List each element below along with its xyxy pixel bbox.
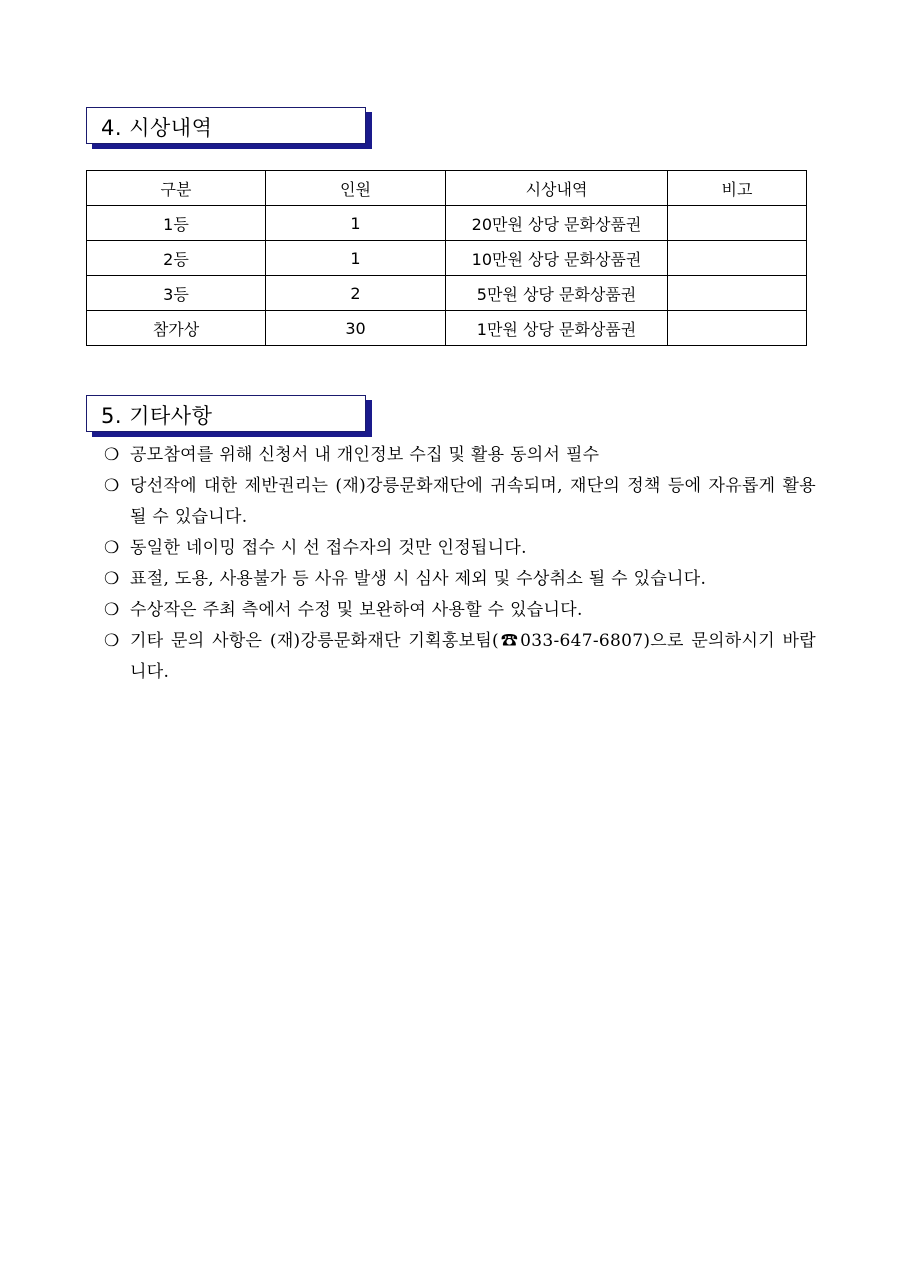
circle-bullet-icon: ❍ [104, 538, 120, 558]
table-row [87, 311, 807, 346]
note-text: 표절, 도용, 사용불가 등 사유 발생 시 심사 제외 및 수상취소 될 수 있습니다. [130, 569, 707, 589]
section-5-title: 5. 기타사항 [101, 404, 213, 428]
table-header-row [87, 171, 807, 206]
circle-bullet-icon: ❍ [104, 476, 120, 496]
cell-count: 1 [266, 241, 446, 276]
table-row [87, 241, 807, 276]
list-item [104, 595, 816, 626]
note-text: 공모참여를 위해 신청서 내 개인정보 수집 및 활용 동의서 필수 [130, 445, 600, 465]
note-text: 기타 문의 사항은 (재)강릉문화재단 기획홍보팀(☎033-647-6807)으로 문의하시기 바랍니다. [130, 631, 816, 682]
cell-category: 3등 [87, 276, 266, 311]
cell-note [668, 206, 807, 241]
award-table [86, 170, 807, 346]
cell-count: 2 [266, 276, 446, 311]
circle-bullet-icon: ❍ [104, 631, 120, 651]
header-count: 인원 [266, 171, 446, 206]
circle-bullet-icon: ❍ [104, 445, 120, 465]
circle-bullet-icon: ❍ [104, 569, 120, 589]
notes-list [104, 440, 816, 688]
cell-note [668, 241, 807, 276]
cell-count: 1 [266, 206, 446, 241]
list-item [104, 471, 816, 533]
cell-prize: 20만원 상당 문화상품권 [446, 206, 668, 241]
cell-prize: 5만원 상당 문화상품권 [446, 276, 668, 311]
list-item [104, 626, 816, 688]
note-text: 동일한 네이밍 접수 시 선 접수자의 것만 인정됩니다. [130, 538, 527, 558]
cell-note [668, 276, 807, 311]
table-row [87, 276, 807, 311]
section-4-title: 4. 시상내역 [101, 116, 213, 140]
cell-count: 30 [266, 311, 446, 346]
cell-category: 2등 [87, 241, 266, 276]
header-category: 구분 [87, 171, 266, 206]
table-row [87, 206, 807, 241]
list-item [104, 564, 816, 595]
note-text: 수상작은 주최 측에서 수정 및 보완하여 사용할 수 있습니다. [130, 600, 583, 620]
header-prize: 시상내역 [446, 171, 668, 206]
section-5-heading-box [86, 395, 366, 432]
cell-prize: 10만원 상당 문화상품권 [446, 241, 668, 276]
header-note: 비고 [668, 171, 807, 206]
list-item [104, 440, 816, 471]
cell-note [668, 311, 807, 346]
note-text: 당선작에 대한 제반권리는 (재)강릉문화재단에 귀속되며, 재단의 정책 등에 자유롭게 활용될 수 있습니다. [130, 476, 816, 527]
cell-category: 1등 [87, 206, 266, 241]
section-4-heading-box [86, 107, 366, 144]
circle-bullet-icon: ❍ [104, 600, 120, 620]
cell-category: 참가상 [87, 311, 266, 346]
cell-prize: 1만원 상당 문화상품권 [446, 311, 668, 346]
list-item [104, 533, 816, 564]
